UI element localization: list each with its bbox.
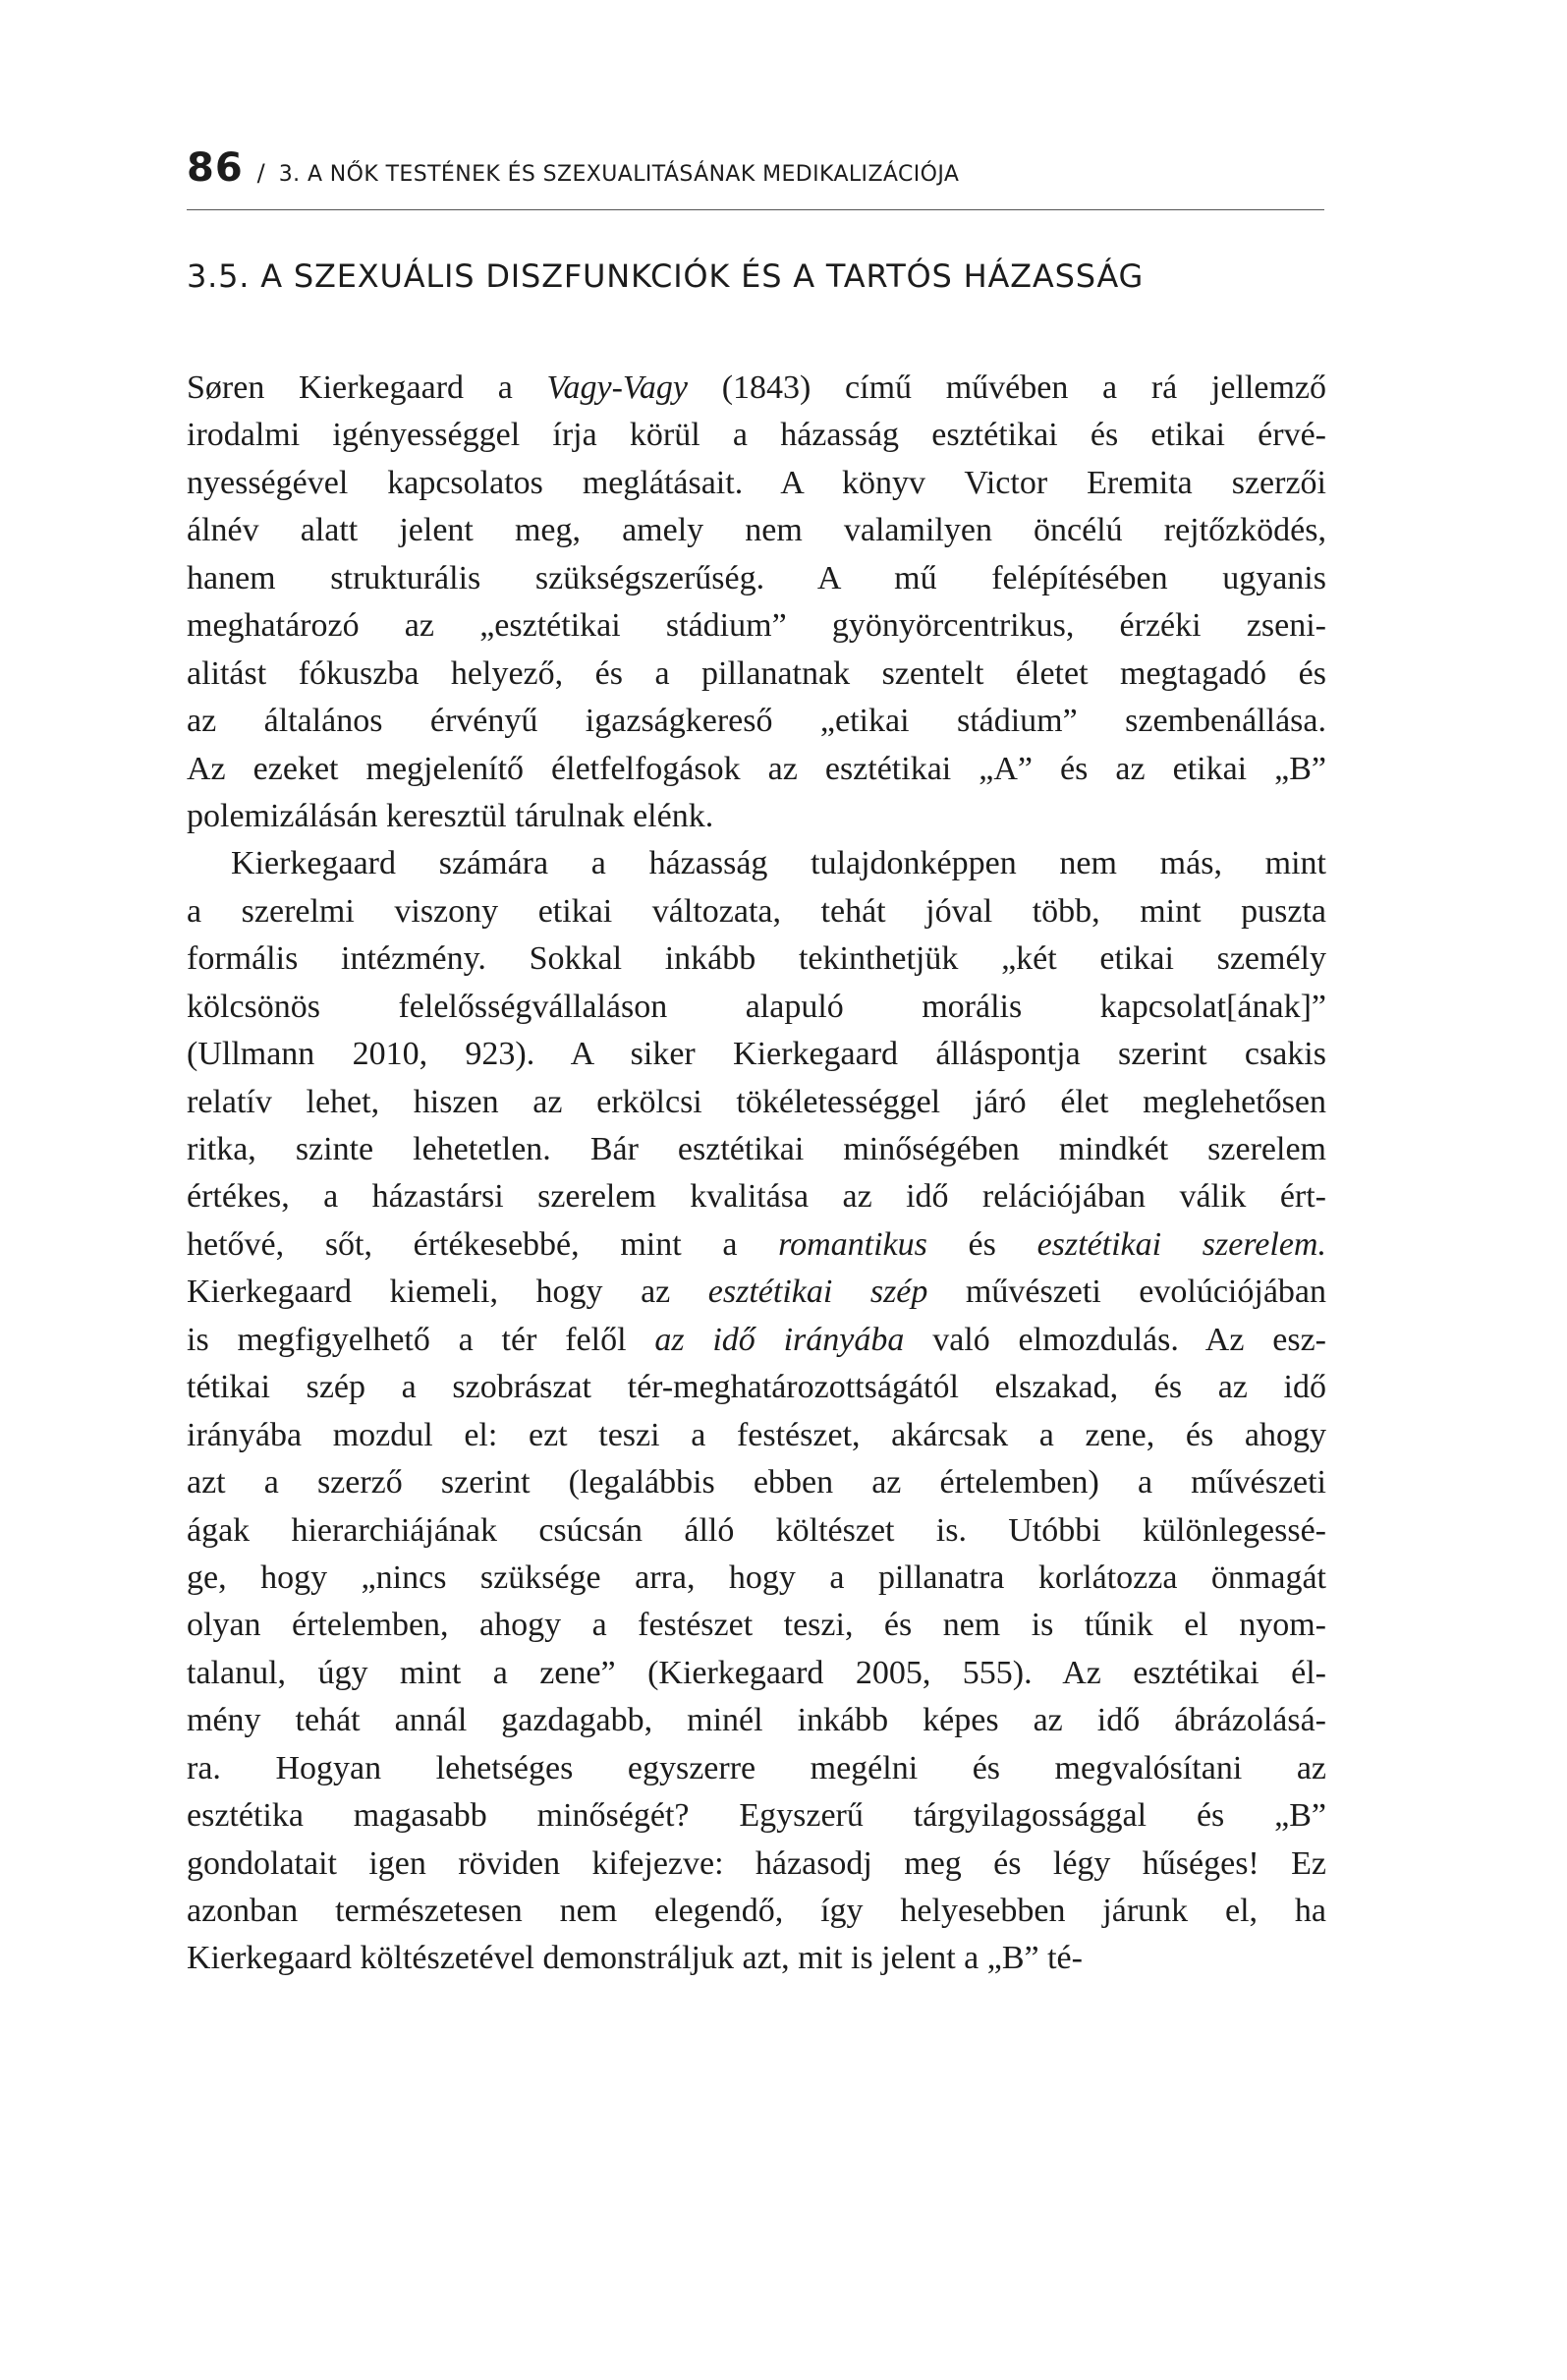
text-run: polemizálásán keresztül tárulnak elénk.	[187, 797, 714, 834]
text-run: irodalmi igényességgel írja körül a házasság esztétikai és etikai érvé-	[187, 417, 1326, 454]
text-line	[187, 1079, 1326, 1126]
header-separator: /	[256, 159, 265, 187]
text-line	[187, 1935, 1326, 1982]
text-run: álnév alatt jelent meg, amely nem valamilyen öncélú rejtőzködés,	[187, 512, 1326, 549]
text-run: Søren Kierkegaard a	[187, 369, 547, 406]
text-line	[187, 651, 1326, 698]
text-line	[187, 1269, 1326, 1316]
text-run: ritka, szinte lehetetlen. Bár esztétikai minőségében mindkét szerelem	[187, 1131, 1326, 1167]
body-text	[187, 365, 1326, 1983]
text-line	[187, 1364, 1326, 1411]
text-run: irányába mozdul el: ezt teszi a festészet, akárcsak a zene, és ahogy	[187, 1416, 1326, 1453]
text-line	[187, 412, 1326, 459]
text-line	[187, 1602, 1326, 1649]
text-run: Kierkegaard kiemeli, hogy az	[187, 1274, 708, 1311]
text-run: (Ullmann 2010, 923). A siker Kierkegaard álláspontja szerint csakis	[187, 1036, 1326, 1073]
text-run: is megfigyelhető a tér felől	[187, 1321, 655, 1358]
text-run: Az ezeket megjelenítő életfelfogások az esztétikai „A” és az etikai „B”	[187, 750, 1326, 787]
text-run: hetővé, sőt, értékesebbé, mint a	[187, 1225, 779, 1263]
text-run: az általános érvényű igazságkereső „etikai stádium” szembenállása.	[187, 703, 1326, 740]
text-run: alitást fókuszba helyező, és a pillanatnak szentelt életet megtagadó és	[187, 654, 1326, 692]
text-line	[187, 1697, 1326, 1744]
text-run: hanem strukturális szükségszerűség. A mű felépítésében ugyanis	[187, 559, 1326, 596]
text-line	[187, 1745, 1326, 1792]
text-run: a szerelmi viszony etikai változata, tehát jóval több, mint puszta	[187, 892, 1326, 930]
italic-text: Vagy-Vagy	[546, 369, 689, 406]
paragraph	[187, 840, 1326, 1983]
text-line	[187, 984, 1326, 1031]
text-line	[187, 555, 1326, 602]
text-run: (1843) című művében a rá jellemző	[688, 369, 1326, 406]
text-run: ge, hogy „nincs szüksége arra, hogy a pillanatra korlátozza önmagát	[187, 1558, 1326, 1596]
text-line	[187, 507, 1326, 554]
text-run: esztétika magasabb minőségét? Egyszerű tárgyilagossággal és „B”	[187, 1797, 1326, 1835]
text-line	[187, 602, 1326, 650]
text-line	[187, 1888, 1326, 1935]
text-run: azonban természetesen nem elegendő, így helyesebben járunk el, ha	[187, 1893, 1326, 1929]
text-line	[187, 460, 1326, 507]
text-line	[187, 746, 1326, 793]
text-line	[187, 1650, 1326, 1697]
text-run: gondolatait igen röviden kifejezve: házasodj meg és légy hűséges! Ez	[187, 1844, 1326, 1882]
text-line	[187, 1221, 1326, 1269]
text-line	[187, 935, 1326, 983]
text-line	[187, 1841, 1326, 1888]
text-run: kölcsönös felelősségvállaláson alapuló morális kapcsolat[ának]”	[187, 988, 1326, 1025]
text-run: formális intézmény. Sokkal inkább tekinthetjük „két etikai személy	[187, 940, 1326, 978]
text-line	[187, 1792, 1326, 1840]
paragraph	[187, 365, 1326, 840]
text-line	[187, 793, 1326, 840]
text-line	[187, 1507, 1326, 1555]
chapter-title: 3. A NŐK TESTÉNEK ÉS SZEXUALITÁSÁNAK MEDIKALIZÁCIÓJA	[278, 162, 960, 187]
header-rule	[187, 209, 1324, 210]
section-heading: 3.5. A SZEXUÁLIS DISZFUNKCIÓK ÉS A TARTÓS HÁZASSÁG	[187, 257, 1145, 295]
text-run: nyességével kapcsolatos meglátásait. A könyv Victor Eremita szerzői	[187, 464, 1326, 501]
italic-text: esztétikai szerelem.	[1036, 1225, 1326, 1263]
italic-text: esztétikai szép	[707, 1274, 928, 1311]
text-run: és	[926, 1225, 1037, 1263]
text-line	[187, 1126, 1326, 1173]
page-number: 86	[187, 145, 244, 191]
text-line	[187, 698, 1326, 745]
running-header	[187, 145, 1316, 191]
text-run: művészeti evolúciójában	[927, 1274, 1326, 1311]
text-run: Kierkegaard számára a házasság tulajdonképpen nem más, mint	[231, 845, 1326, 882]
text-run: meghatározó az „esztétikai stádium” gyönyörcentrikus, érzéki zseni-	[187, 607, 1326, 645]
italic-text: romantikus	[778, 1225, 927, 1263]
text-run: relatív lehet, hiszen az erkölcsi tökéletességgel járó élet meglehetősen	[187, 1083, 1326, 1120]
text-run: mény tehát annál gazdagabb, minél inkább képes az idő ábrázolásá-	[187, 1702, 1326, 1739]
text-line	[187, 1031, 1326, 1078]
text-run: értékes, a házastársi szerelem kvalitása az idő relációjában válik ért-	[187, 1178, 1326, 1216]
text-line	[187, 888, 1326, 935]
text-run: tétikai szép a szobrászat tér-meghatározottságától elszakad, és az idő	[187, 1369, 1326, 1406]
text-run: Kierkegaard költészetével demonstráljuk azt, mit is jelent a „B” té-	[187, 1940, 1083, 1977]
text-line	[187, 1317, 1326, 1364]
text-run: való elmozdulás. Az esz-	[904, 1321, 1326, 1358]
text-run: ra. Hogyan lehetséges egyszerre megélni és megvalósítani az	[187, 1749, 1326, 1786]
text-line	[187, 1459, 1326, 1506]
text-line	[187, 365, 1326, 412]
text-run: ágak hierarchiájának csúcsán álló költészet is. Utóbbi különlegessé-	[187, 1511, 1326, 1549]
text-line	[187, 1412, 1326, 1459]
text-line	[187, 840, 1326, 887]
italic-text: az idő irányába	[654, 1321, 905, 1358]
text-run: azt a szerző szerint (legalábbis ebben az értelemben) a művészeti	[187, 1464, 1326, 1502]
text-run: talanul, úgy mint a zene” (Kierkegaard 2005, 555). Az esztétikai él-	[187, 1654, 1326, 1691]
text-line	[187, 1555, 1326, 1602]
text-run: olyan értelemben, ahogy a festészet teszi, és nem is tűnik el nyom-	[187, 1607, 1326, 1644]
text-line	[187, 1173, 1326, 1220]
